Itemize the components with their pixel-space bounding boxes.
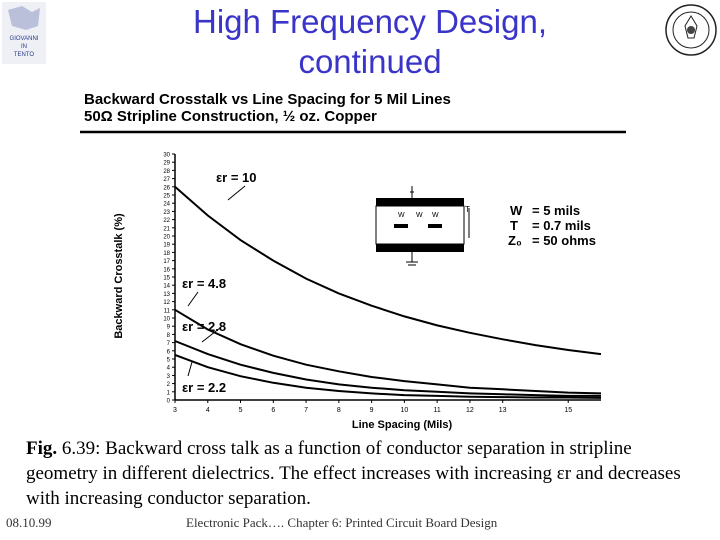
label-er-2-2: εr = 2.2 [182,380,227,395]
x-tick-label: 15 [564,407,573,414]
y-tick-label: 26 [163,185,170,192]
y-tick-label: 12 [163,300,170,307]
footer-date: 08.10.99 [6,515,52,530]
y-tick-label: 27 [163,177,170,184]
x-tick-label: 9 [369,407,374,414]
y-tick-label: 5 [166,357,170,364]
y-tick-label: 23 [163,209,170,216]
y-tick-label: 9 [166,324,170,331]
figure-caption [26,436,706,511]
inset-w-3: W [432,212,439,219]
trace-right [428,224,442,228]
y-tick-label: 10 [163,316,170,323]
logo-text-2: IN [21,44,27,50]
label-er-10: εr = 10 [216,170,257,185]
y-tick-label: 22 [163,218,170,225]
y-tick-label: 6 [166,349,170,356]
y-tick-label: 30 [163,152,170,159]
y-tick-label: 1 [166,390,170,397]
crosstalk-chart [80,86,640,432]
inset-t: T [465,205,470,214]
title-line-2: continued [298,43,442,80]
y-tick-label: 24 [163,201,170,208]
ground-plane-top [376,198,464,206]
x-tick-label: 13 [498,407,507,414]
y-tick-label: 16 [163,267,170,274]
crosstalk-figure [80,86,640,432]
y-tick-label: 11 [163,308,170,315]
x-tick-label: 4 [205,407,210,414]
x-tick-label: 12 [466,407,474,414]
x-tick-label: 7 [304,407,309,414]
y-tick-label: 17 [163,259,170,266]
y-tick-label: 15 [163,275,170,282]
inset-w-1: W [398,212,405,219]
param-symbol-w: W [510,203,523,218]
x-tick-label: 10 [400,407,409,414]
y-tick-label: 14 [163,283,170,290]
x-tick-label: 6 [271,407,276,414]
y-tick-label: 29 [163,160,170,167]
x-tick-label: 3 [173,407,177,414]
series-line-1 [175,310,601,394]
figure-heading-1: Backward Crosstalk vs Line Spacing for 5 Mil Lines [84,91,451,108]
param-symbol-t: T [510,218,518,233]
ground-plane-bottom [376,244,464,252]
y-tick-label: 18 [163,250,170,257]
footer-center: Electronic Pack…. Chapter 6: Printed Circuit Board Design [186,515,498,530]
y-tick-label: 20 [163,234,170,241]
y-tick-label: 0 [166,398,170,405]
param-value-w: = 5 mils [532,203,581,218]
param-value-z0: = 50 ohms [532,233,596,248]
figure-heading-2: 50Ω Stripline Construction, ½ oz. Copper [84,108,377,125]
caption-label: Fig. [26,438,58,459]
logo-text-1: GIOVANNI [9,36,39,42]
y-tick-label: 19 [163,242,170,249]
series-line-2 [175,341,601,396]
y-tick-label: 28 [163,168,170,175]
logo-text-3: TENTO [13,52,35,58]
y-tick-label: 21 [163,226,170,233]
param-list [508,203,596,248]
logo-left [2,2,46,64]
y-axis-label: Backward Crosstalk (%) [113,213,125,339]
x-tick-label: 8 [336,407,341,414]
param-value-t: = 0.7 mils [532,218,591,233]
y-tick-label: 25 [163,193,170,200]
y-tick-label: 4 [166,365,170,372]
stripline-inset [376,186,470,265]
y-tick-label: 7 [166,341,170,348]
label-er-4-8: εr = 4.8 [182,276,227,291]
title-line-1: High Frequency Design, [192,3,547,40]
y-tick-label: 8 [166,332,170,339]
logo-right-seal [664,2,718,58]
y-tick-label: 3 [166,373,170,380]
slide-title [120,2,620,82]
label-er-2-8: εr = 2.8 [182,319,227,334]
y-tick-label: 2 [166,382,170,389]
trace-left [394,224,408,228]
x-tick-label: 11 [433,407,441,414]
inset-w-2: W [416,212,423,219]
caption-text: 6.39: Backward cross talk as a function of conductor separation in stripline geometry in different dielectrics. The effect increases with increasing εr and decreases with increasing conductor separation. [26,438,681,509]
param-symbol-z0: Z₀ [508,233,522,248]
y-tick-label: 13 [163,291,170,298]
x-tick-label: 5 [238,407,243,414]
x-axis-label: Line Spacing (Mils) [351,419,453,431]
